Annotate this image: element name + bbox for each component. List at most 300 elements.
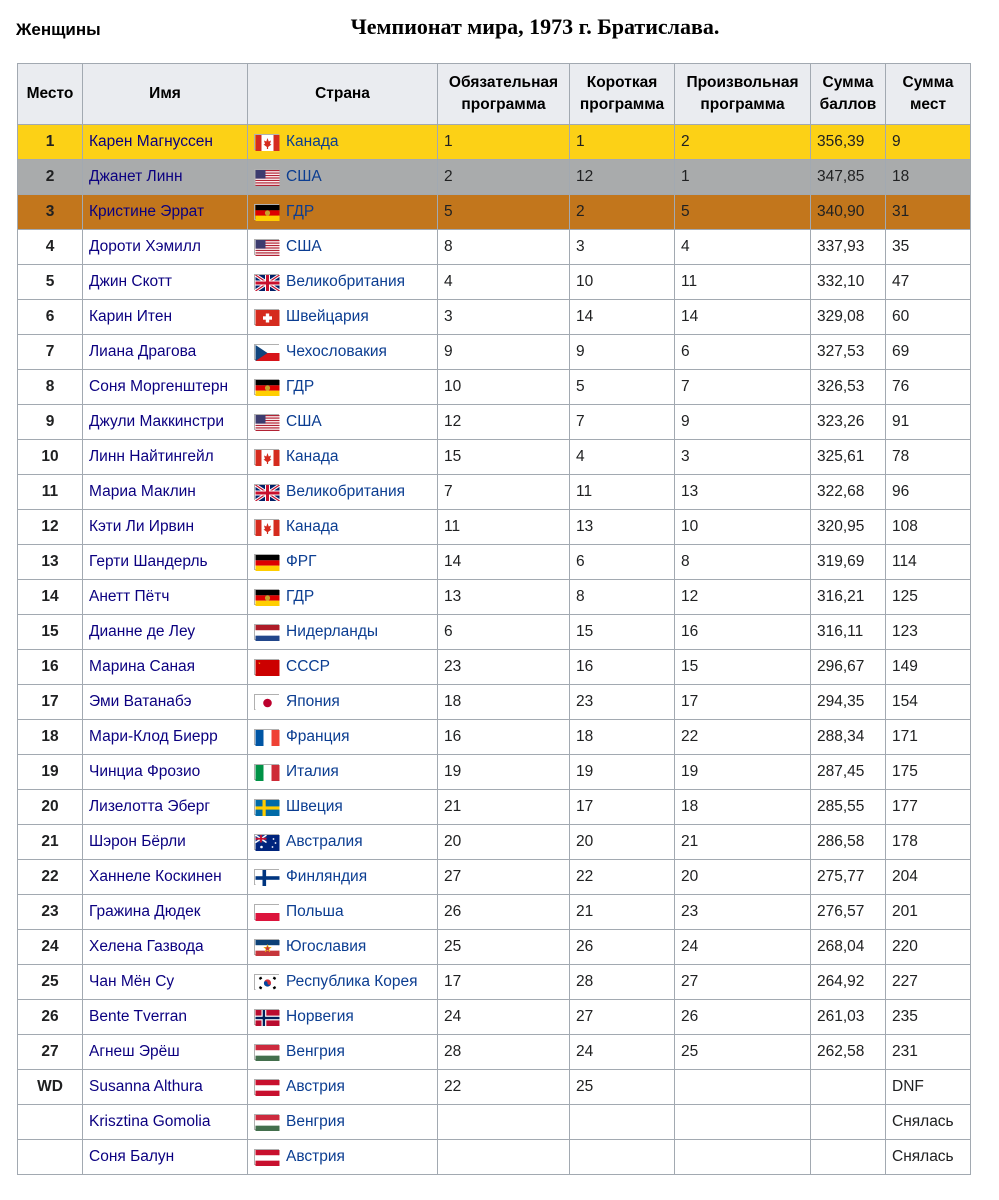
place-cell (18, 1105, 83, 1140)
compulsory-cell: 28 (438, 1035, 570, 1070)
points-cell: 261,03 (811, 1000, 886, 1035)
points-cell (811, 1105, 886, 1140)
short-program-cell: 26 (570, 930, 675, 965)
points-cell: 319,69 (811, 545, 886, 580)
country-cell (248, 895, 438, 930)
table-row (18, 160, 971, 195)
place-cell: WD (18, 1070, 83, 1105)
ordinals-cell: 18 (886, 160, 971, 195)
table-row (18, 1035, 971, 1070)
points-cell: 268,04 (811, 930, 886, 965)
points-cell: 322,68 (811, 475, 886, 510)
country-cell (248, 1000, 438, 1035)
athlete-name-link[interactable]: Дороти Хэмилл (83, 230, 248, 265)
compulsory-cell: 20 (438, 825, 570, 860)
country-cell (248, 1105, 438, 1140)
column-header-points[interactable]: Сумма баллов (811, 64, 886, 125)
country-cell (248, 580, 438, 615)
place-cell: 24 (18, 930, 83, 965)
country-link[interactable]: ГДР (286, 588, 315, 605)
country-link[interactable]: Канада (286, 448, 339, 465)
australia-flag-icon (254, 834, 279, 850)
free-program-cell: 19 (675, 755, 811, 790)
short-program-cell: 19 (570, 755, 675, 790)
norway-flag-icon (254, 1009, 279, 1025)
uk-flag-icon (254, 274, 279, 290)
ordinals-cell: DNF (886, 1070, 971, 1105)
country-link[interactable]: Япония (286, 693, 340, 710)
table-row (18, 615, 971, 650)
short-program-cell: 7 (570, 405, 675, 440)
short-program-cell: 8 (570, 580, 675, 615)
country-cell (248, 545, 438, 580)
free-program-cell: 4 (675, 230, 811, 265)
country-cell (248, 195, 438, 230)
free-program-cell: 21 (675, 825, 811, 860)
athlete-name-link[interactable]: Кристине Эррат (83, 195, 248, 230)
compulsory-cell: 18 (438, 685, 570, 720)
table-row (18, 860, 971, 895)
country-link[interactable]: Канада (286, 518, 339, 535)
place-cell: 4 (18, 230, 83, 265)
athlete-name-link[interactable]: Дианне де Леу (83, 615, 248, 650)
points-cell (811, 1140, 886, 1175)
compulsory-cell: 9 (438, 335, 570, 370)
free-program-cell: 24 (675, 930, 811, 965)
compulsory-cell: 17 (438, 965, 570, 1000)
free-program-cell: 7 (675, 370, 811, 405)
ordinals-cell: 123 (886, 615, 971, 650)
country-link[interactable]: Великобритания (286, 273, 406, 290)
athlete-name-link[interactable]: Ханнеле Коскинен (83, 860, 248, 895)
place-cell: 10 (18, 440, 83, 475)
table-row (18, 475, 971, 510)
austria-flag-icon (254, 1149, 279, 1165)
ordinals-cell: 204 (886, 860, 971, 895)
compulsory-cell: 27 (438, 860, 570, 895)
compulsory-cell (438, 1140, 570, 1175)
italy-flag-icon (254, 764, 279, 780)
free-program-cell: 2 (675, 125, 811, 160)
table-row (18, 440, 971, 475)
athlete-name-link[interactable]: Шэрон Бёрли (83, 825, 248, 860)
athlete-name-link[interactable]: Анетт Пётч (83, 580, 248, 615)
athlete-name-link[interactable]: Кэти Ли Ирвин (83, 510, 248, 545)
place-cell: 13 (18, 545, 83, 580)
athlete-name-link[interactable]: Марина Саная (83, 650, 248, 685)
country-link[interactable]: ФРГ (286, 553, 317, 570)
points-cell: 296,67 (811, 650, 886, 685)
country-link[interactable]: Австралия (286, 833, 363, 850)
short-program-cell: 24 (570, 1035, 675, 1070)
usa-flag-icon (254, 239, 279, 255)
athlete-name-link[interactable]: Лиана Драгова (83, 335, 248, 370)
country-link[interactable]: Италия (286, 763, 339, 780)
points-cell: 332,10 (811, 265, 886, 300)
place-cell: 11 (18, 475, 83, 510)
canada-flag-icon (254, 134, 279, 150)
country-link[interactable]: Великобритания (286, 483, 406, 500)
finland-flag-icon (254, 869, 279, 885)
points-cell: 288,34 (811, 720, 886, 755)
place-cell: 26 (18, 1000, 83, 1035)
country-cell (248, 790, 438, 825)
country-cell (248, 930, 438, 965)
ordinals-cell: 154 (886, 685, 971, 720)
compulsory-cell: 15 (438, 440, 570, 475)
country-link[interactable]: Швейцария (286, 308, 369, 325)
compulsory-cell: 24 (438, 1000, 570, 1035)
athlete-name-link[interactable]: Чинциа Фрозио (83, 755, 248, 790)
compulsory-cell: 25 (438, 930, 570, 965)
athlete-name-link[interactable]: Мари-Клод Биерр (83, 720, 248, 755)
free-program-cell: 10 (675, 510, 811, 545)
place-cell: 23 (18, 895, 83, 930)
czechoslovakia-flag-icon (254, 344, 279, 360)
points-cell: 294,35 (811, 685, 886, 720)
ordinals-cell: Снялась (886, 1105, 971, 1140)
place-cell: 18 (18, 720, 83, 755)
free-program-cell: 12 (675, 580, 811, 615)
ussr-flag-icon (254, 659, 279, 675)
points-cell: 340,90 (811, 195, 886, 230)
table-row (18, 1070, 971, 1105)
free-program-cell: 23 (675, 895, 811, 930)
free-program-cell: 8 (675, 545, 811, 580)
place-cell: 3 (18, 195, 83, 230)
athlete-name-link[interactable]: Джин Скотт (83, 265, 248, 300)
ordinals-cell: 91 (886, 405, 971, 440)
free-program-cell: 18 (675, 790, 811, 825)
gdr-flag-icon (254, 589, 279, 605)
points-cell: 316,11 (811, 615, 886, 650)
athlete-name-link[interactable]: Krisztina Gomolia (83, 1105, 248, 1140)
country-cell (248, 475, 438, 510)
athlete-name-link[interactable]: Соня Моргенштерн (83, 370, 248, 405)
table-row (18, 230, 971, 265)
points-cell: 329,08 (811, 300, 886, 335)
country-link[interactable]: Чехословакия (286, 343, 387, 360)
short-program-cell: 27 (570, 1000, 675, 1035)
free-program-cell: 20 (675, 860, 811, 895)
hungary-flag-icon (254, 1044, 279, 1060)
country-cell (248, 755, 438, 790)
column-header-country[interactable]: Страна (248, 64, 438, 125)
usa-flag-icon (254, 169, 279, 185)
country-link[interactable]: Австрия (286, 1148, 345, 1165)
country-cell (248, 335, 438, 370)
country-link[interactable]: США (286, 413, 322, 430)
points-cell: 262,58 (811, 1035, 886, 1070)
table-row (18, 825, 971, 860)
athlete-name-link[interactable]: Карен Магнуссен (83, 125, 248, 160)
athlete-name-link[interactable]: Bente Tverran (83, 1000, 248, 1035)
ordinals-cell: 149 (886, 650, 971, 685)
country-link[interactable]: США (286, 238, 322, 255)
free-program-cell: 15 (675, 650, 811, 685)
gdr-flag-icon (254, 379, 279, 395)
table-row (18, 790, 971, 825)
column-header-place[interactable]: Место (18, 64, 83, 125)
place-cell: 15 (18, 615, 83, 650)
table-row (18, 930, 971, 965)
ordinals-cell: 96 (886, 475, 971, 510)
compulsory-cell (438, 1105, 570, 1140)
ordinals-cell: 201 (886, 895, 971, 930)
table-row (18, 650, 971, 685)
place-cell: 20 (18, 790, 83, 825)
short-program-cell: 21 (570, 895, 675, 930)
free-program-cell: 11 (675, 265, 811, 300)
place-cell: 14 (18, 580, 83, 615)
uk-flag-icon (254, 484, 279, 500)
hungary-flag-icon (254, 1114, 279, 1130)
ordinals-cell: 125 (886, 580, 971, 615)
compulsory-cell: 19 (438, 755, 570, 790)
athlete-name-link[interactable]: Лизелотта Эберг (83, 790, 248, 825)
free-program-cell: 13 (675, 475, 811, 510)
compulsory-cell: 14 (438, 545, 570, 580)
ordinals-cell: 235 (886, 1000, 971, 1035)
points-cell: 326,53 (811, 370, 886, 405)
country-cell (248, 405, 438, 440)
athlete-name-link[interactable]: Чан Мён Су (83, 965, 248, 1000)
compulsory-cell: 26 (438, 895, 570, 930)
points-cell: 325,61 (811, 440, 886, 475)
country-link[interactable]: Швеция (286, 798, 343, 815)
section-label: Женщины (16, 20, 101, 39)
place-cell: 25 (18, 965, 83, 1000)
compulsory-cell: 10 (438, 370, 570, 405)
ordinals-cell: 220 (886, 930, 971, 965)
short-program-cell: 12 (570, 160, 675, 195)
compulsory-cell: 6 (438, 615, 570, 650)
country-cell (248, 1140, 438, 1175)
country-link[interactable]: Франция (286, 728, 350, 745)
sweden-flag-icon (254, 799, 279, 815)
free-program-cell: 9 (675, 405, 811, 440)
poland-flag-icon (254, 904, 279, 920)
country-cell (248, 965, 438, 1000)
results-table (17, 63, 971, 1175)
table-row (18, 370, 971, 405)
table-row (18, 895, 971, 930)
ordinals-cell: 78 (886, 440, 971, 475)
short-program-cell: 25 (570, 1070, 675, 1105)
free-program-cell: 1 (675, 160, 811, 195)
athlete-name-link[interactable]: Линн Найтингейл (83, 440, 248, 475)
column-header-name[interactable]: Имя (83, 64, 248, 125)
country-link[interactable]: СССР (286, 658, 330, 675)
athlete-name-link[interactable]: Агнеш Эрёш (83, 1035, 248, 1070)
points-cell: 264,92 (811, 965, 886, 1000)
place-cell: 7 (18, 335, 83, 370)
country-cell (248, 265, 438, 300)
column-header-free[interactable]: Произвольная программа (675, 64, 811, 125)
table-row (18, 405, 971, 440)
country-cell (248, 370, 438, 405)
country-cell (248, 440, 438, 475)
country-cell (248, 160, 438, 195)
country-cell (248, 615, 438, 650)
short-program-cell: 23 (570, 685, 675, 720)
compulsory-cell: 2 (438, 160, 570, 195)
compulsory-cell: 3 (438, 300, 570, 335)
ordinals-cell: 9 (886, 125, 971, 160)
place-cell: 6 (18, 300, 83, 335)
ordinals-cell: 60 (886, 300, 971, 335)
athlete-name-link[interactable]: Карин Итен (83, 300, 248, 335)
country-link[interactable]: Канада (286, 133, 339, 150)
place-cell: 27 (18, 1035, 83, 1070)
athlete-name-link[interactable]: Мариа Маклин (83, 475, 248, 510)
place-cell: 22 (18, 860, 83, 895)
table-row (18, 265, 971, 300)
free-program-cell: 25 (675, 1035, 811, 1070)
table-row (18, 195, 971, 230)
table-row (18, 1105, 971, 1140)
table-row (18, 300, 971, 335)
table-row (18, 125, 971, 160)
free-program-cell: 14 (675, 300, 811, 335)
ordinals-cell: 108 (886, 510, 971, 545)
points-cell: 320,95 (811, 510, 886, 545)
country-cell (248, 685, 438, 720)
country-link[interactable]: США (286, 168, 322, 185)
austria-flag-icon (254, 1079, 279, 1095)
country-cell (248, 650, 438, 685)
compulsory-cell: 7 (438, 475, 570, 510)
compulsory-cell: 1 (438, 125, 570, 160)
athlete-name-link[interactable]: Джули Маккинстри (83, 405, 248, 440)
place-cell: 8 (18, 370, 83, 405)
country-link[interactable]: Венгрия (286, 1113, 345, 1130)
ordinals-cell: 178 (886, 825, 971, 860)
free-program-cell: 22 (675, 720, 811, 755)
place-cell: 5 (18, 265, 83, 300)
place-cell: 1 (18, 125, 83, 160)
athlete-name-link[interactable]: Соня Балун (83, 1140, 248, 1175)
athlete-name-link[interactable]: Хелена Газвода (83, 930, 248, 965)
free-program-cell: 16 (675, 615, 811, 650)
ordinals-cell: 35 (886, 230, 971, 265)
column-header-compulsory[interactable]: Обязательная программа (438, 64, 570, 125)
free-program-cell: 6 (675, 335, 811, 370)
free-program-cell (675, 1105, 811, 1140)
column-header-ordinals[interactable]: Сумма мест (886, 64, 971, 125)
points-cell: 327,53 (811, 335, 886, 370)
korea-flag-icon (254, 974, 279, 990)
country-link[interactable]: Норвегия (286, 1008, 354, 1025)
table-row (18, 1140, 971, 1175)
table-row (18, 335, 971, 370)
country-cell (248, 300, 438, 335)
country-link[interactable]: Нидерланды (286, 623, 379, 640)
athlete-name-link[interactable]: Герти Шандерль (83, 545, 248, 580)
place-cell: 2 (18, 160, 83, 195)
country-link[interactable]: Венгрия (286, 1043, 345, 1060)
table-row (18, 580, 971, 615)
short-program-cell: 20 (570, 825, 675, 860)
short-program-cell: 10 (570, 265, 675, 300)
usa-flag-icon (254, 414, 279, 430)
page-header (0, 0, 999, 64)
place-cell (18, 1140, 83, 1175)
free-program-cell: 27 (675, 965, 811, 1000)
place-cell: 19 (18, 755, 83, 790)
short-program-cell: 4 (570, 440, 675, 475)
short-program-cell: 16 (570, 650, 675, 685)
short-program-cell: 3 (570, 230, 675, 265)
short-program-cell: 13 (570, 510, 675, 545)
country-link[interactable]: Республика Корея (286, 973, 418, 990)
points-cell: 275,77 (811, 860, 886, 895)
athlete-name-link[interactable]: Эми Ватанабэ (83, 685, 248, 720)
table-row (18, 965, 971, 1000)
country-link[interactable]: Австрия (286, 1078, 345, 1095)
ordinals-cell: 69 (886, 335, 971, 370)
compulsory-cell: 21 (438, 790, 570, 825)
athlete-name-link[interactable]: Джанет Линн (83, 160, 248, 195)
table-row (18, 1000, 971, 1035)
country-cell (248, 720, 438, 755)
points-cell: 347,85 (811, 160, 886, 195)
free-program-cell: 17 (675, 685, 811, 720)
column-header-short[interactable]: Короткая программа (570, 64, 675, 125)
short-program-cell: 28 (570, 965, 675, 1000)
athlete-name-link[interactable]: Susanna Althura (83, 1070, 248, 1105)
country-link[interactable]: ГДР (286, 378, 315, 395)
country-cell (248, 230, 438, 265)
place-cell: 17 (18, 685, 83, 720)
ordinals-cell: 76 (886, 370, 971, 405)
country-link[interactable]: Польша (286, 903, 344, 920)
country-link[interactable]: Финляндия (286, 868, 368, 885)
points-cell: 287,45 (811, 755, 886, 790)
country-link[interactable]: ГДР (286, 203, 315, 220)
short-program-cell: 2 (570, 195, 675, 230)
table-row (18, 545, 971, 580)
athlete-name-link[interactable]: Гражина Дюдек (83, 895, 248, 930)
compulsory-cell: 23 (438, 650, 570, 685)
place-cell: 16 (18, 650, 83, 685)
table-row (18, 755, 971, 790)
country-cell (248, 825, 438, 860)
free-program-cell (675, 1070, 811, 1105)
points-cell: 337,93 (811, 230, 886, 265)
compulsory-cell: 16 (438, 720, 570, 755)
compulsory-cell: 12 (438, 405, 570, 440)
short-program-cell: 6 (570, 545, 675, 580)
compulsory-cell: 11 (438, 510, 570, 545)
points-cell: 286,58 (811, 825, 886, 860)
short-program-cell: 1 (570, 125, 675, 160)
page-title: Чемпионат мира, 1973 г. Братислава. (350, 14, 720, 39)
table-row (18, 685, 971, 720)
short-program-cell: 9 (570, 335, 675, 370)
table-row (18, 720, 971, 755)
gdr-flag-icon (254, 204, 279, 220)
yugoslavia-flag-icon (254, 939, 279, 955)
netherlands-flag-icon (254, 624, 279, 640)
compulsory-cell: 4 (438, 265, 570, 300)
country-link[interactable]: Югославия (286, 938, 367, 955)
free-program-cell (675, 1140, 811, 1175)
short-program-cell: 22 (570, 860, 675, 895)
compulsory-cell: 8 (438, 230, 570, 265)
free-program-cell: 3 (675, 440, 811, 475)
short-program-cell: 18 (570, 720, 675, 755)
